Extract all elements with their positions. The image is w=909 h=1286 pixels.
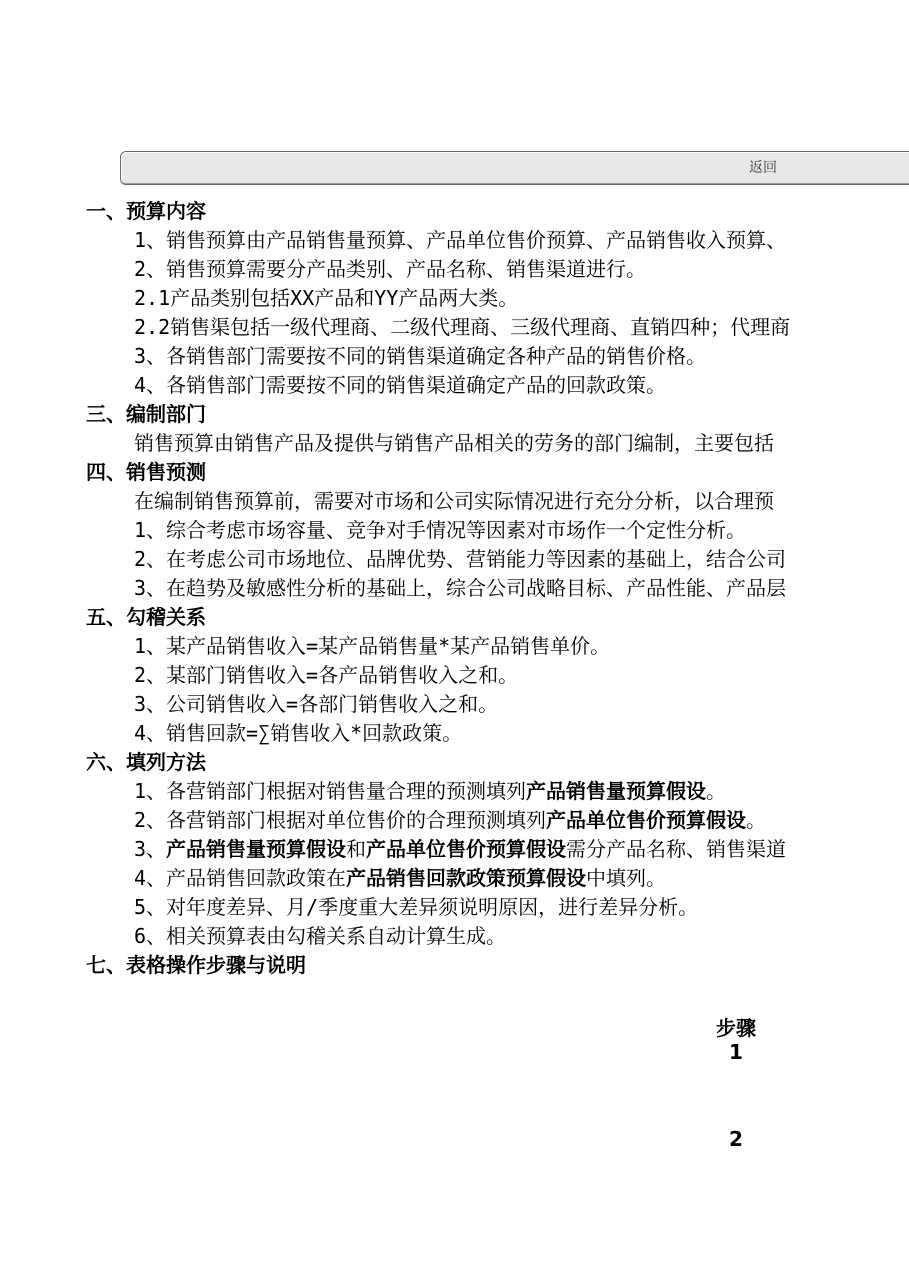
list-item: 销售预算由销售产品及提供与销售产品相关的劳务的部门编制，主要包括: [134, 431, 774, 455]
list-item: 2.2销售渠包括一级代理商、二级代理商、三级代理商、直销四种；代理商: [134, 315, 791, 339]
list-item: 1、某产品销售收入=某产品销售量*某产品销售单价。: [134, 634, 611, 658]
text: 4、产品销售回款政策在: [134, 866, 347, 890]
assumption-name: 产品销售量预算假设: [526, 779, 707, 803]
budget-instructions: [0, 197, 909, 980]
section-heading-fill-method: 六、填列方法: [86, 750, 206, 774]
section-heading-department: 三、编制部门: [86, 402, 206, 426]
list-item: 在编制销售预算前，需要对市场和公司实际情况进行充分分析，以合理预: [134, 489, 774, 513]
assumption-name: 产品销售量预算假设: [166, 837, 347, 861]
list-item: 4、各销售部门需要按不同的销售渠道确定产品的回款政策。: [134, 373, 667, 397]
section-heading-reconciliation: 五、勾稽关系: [86, 605, 206, 629]
list-item: 5、对年度差异、月/季度重大差异须说明原因，进行差异分析。: [134, 895, 699, 919]
list-item: [0, 777, 909, 806]
list-item: 2、在考虑公司市场地位、品牌优势、营销能力等因素的基础上，结合公司: [134, 547, 787, 571]
list-item: [0, 864, 909, 893]
back-button-label: 返回: [749, 160, 777, 176]
assumption-name: 产品单位售价预算假设: [546, 808, 747, 832]
steps-header: 步骤: [716, 1016, 756, 1040]
list-item: 1、销售预算由产品销售量预算、产品单位售价预算、产品销售收入预算、: [134, 228, 787, 252]
assumption-name: 产品销售回款政策预算假设: [346, 866, 587, 890]
text: 3、: [134, 837, 167, 861]
list-item: [0, 806, 909, 835]
section-heading-operation-steps: 七、表格操作步骤与说明: [86, 953, 306, 977]
list-item: 6、相关预算表由勾稽关系自动计算生成。: [134, 924, 507, 948]
back-button[interactable]: [120, 151, 909, 185]
text: 1、各营销部门根据对销售量合理的预测填列: [134, 779, 527, 803]
section-heading-budget-content: 一、预算内容: [86, 199, 206, 223]
list-item: 2、销售预算需要分产品类别、产品名称、销售渠道进行。: [134, 257, 647, 281]
text: 2、各营销部门根据对单位售价的合理预测填列: [134, 808, 547, 832]
list-item: 2.1产品类别包括XX产品和YY产品两大类。: [134, 286, 519, 310]
text: 和: [346, 837, 367, 861]
list-item: 3、公司销售收入=各部门销售收入之和。: [134, 692, 499, 716]
assumption-name: 产品单位售价预算假设: [366, 837, 567, 861]
step-number: 1: [729, 1040, 743, 1064]
list-item: 4、销售回款=∑销售收入*回款政策。: [134, 721, 463, 745]
text: 。: [746, 808, 767, 832]
list-item: 3、各销售部门需要按不同的销售渠道确定各种产品的销售价格。: [134, 344, 707, 368]
text: 。: [706, 779, 727, 803]
list-item: [0, 835, 909, 864]
step-number: 2: [729, 1127, 743, 1151]
text: 需分产品名称、销售渠道: [566, 837, 787, 861]
text: 中填列。: [586, 866, 667, 890]
list-item: 3、在趋势及敏感性分析的基础上，综合公司战略目标、产品性能、产品层: [134, 576, 787, 600]
section-heading-forecast: 四、销售预测: [86, 460, 206, 484]
list-item: 1、综合考虑市场容量、竞争对手情况等因素对市场作一个定性分析。: [134, 518, 747, 542]
list-item: 2、某部门销售收入=各产品销售收入之和。: [134, 663, 519, 687]
